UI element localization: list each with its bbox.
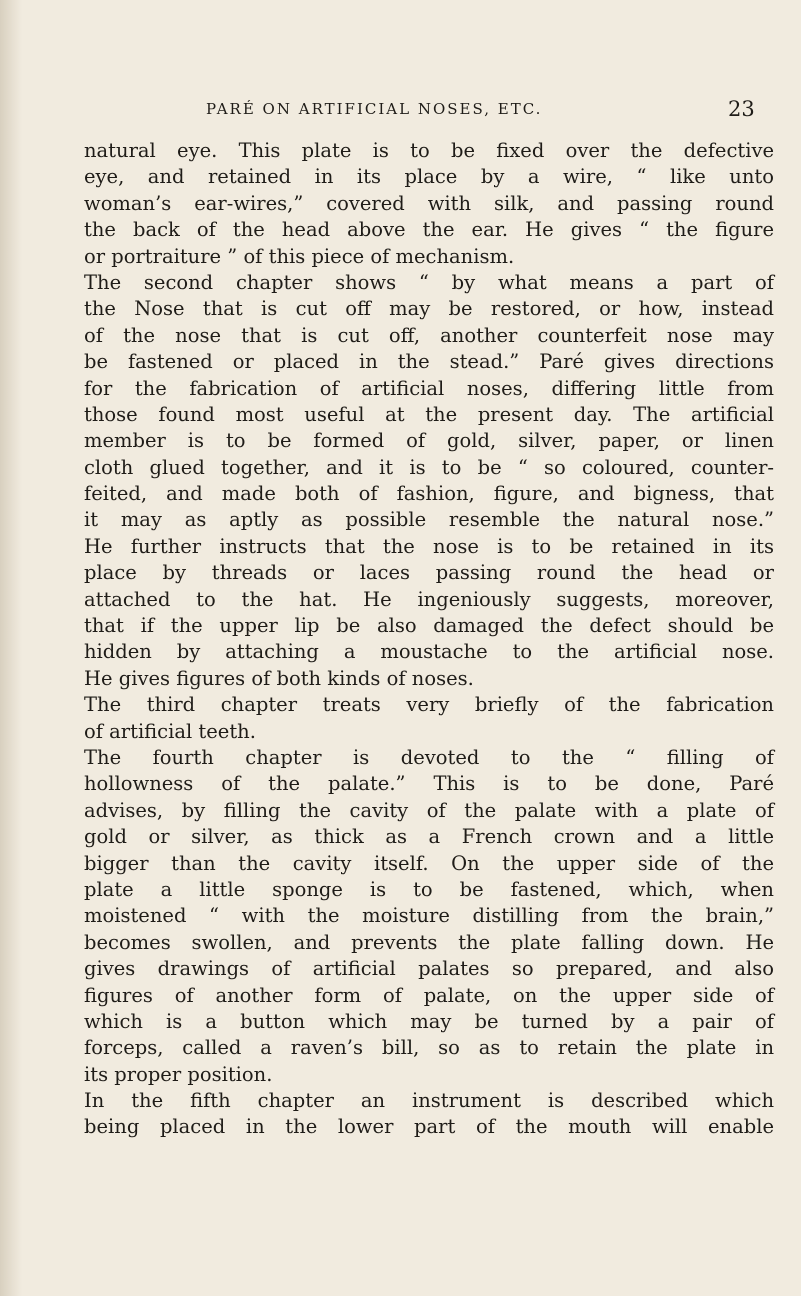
text-line: it may as aptly as possible resemble the natural nose.” bbox=[84, 508, 774, 532]
body-text bbox=[84, 138, 774, 1141]
running-head: PARÉ ON ARTIFICIAL NOSES, ETC. bbox=[206, 100, 543, 118]
text-line: forceps, called a raven’s bill, so as to retain the plate in bbox=[84, 1036, 774, 1060]
text-line: the Nose that is cut off may be restored, or how, instead bbox=[84, 297, 774, 321]
text-line: cloth glued together, and it is to be “ so coloured, counter- bbox=[84, 455, 774, 479]
text-line: advises, by filling the cavity of the palate with a plate of bbox=[84, 798, 774, 822]
text-line: for the fabrication of artificial noses, differing little from bbox=[84, 376, 774, 400]
text-line: bigger than the cavity itself. On the upper side of the bbox=[84, 851, 774, 875]
page-number: 23 bbox=[728, 97, 755, 121]
text-line: The second chapter shows “ by what means a part of bbox=[84, 270, 774, 294]
text-line: woman’s ear-wires,” covered with silk, and passing round bbox=[84, 191, 774, 215]
text-line: or portraiture ” of this piece of mechanism. bbox=[84, 244, 515, 268]
text-line: eye, and retained in its place by a wire, “ like unto bbox=[84, 165, 774, 189]
text-line: feited, and made both of fashion, figure, and bigness, that bbox=[84, 482, 774, 506]
text-line: be fastened or placed in the stead.” Paré gives directions bbox=[84, 350, 774, 374]
page-edge bbox=[0, 0, 22, 1296]
text-line: being placed in the lower part of the mouth will enable bbox=[84, 1115, 774, 1139]
text-line: hidden by attaching a moustache to the artificial nose. bbox=[84, 640, 774, 664]
text-line: He further instructs that the nose is to be retained in its bbox=[84, 534, 774, 558]
text-line: that if the upper lip be also damaged the defect should be bbox=[84, 614, 774, 638]
text-line: member is to be formed of gold, silver, paper, or linen bbox=[84, 429, 774, 453]
text-line: the back of the head above the ear. He gives “ the figure bbox=[84, 218, 774, 242]
text-line: becomes swollen, and prevents the plate falling down. He bbox=[84, 930, 774, 954]
text-line: of artificial teeth. bbox=[84, 719, 256, 743]
text-line: natural eye. This plate is to be fixed over the defective bbox=[84, 139, 774, 162]
text-line: plate a little sponge is to be fastened, which, when bbox=[84, 877, 774, 901]
text-line: which is a button which may be turned by a pair of bbox=[84, 1009, 774, 1033]
text-line: moistened “ with the moisture distilling from the brain,” bbox=[84, 904, 774, 928]
text-line: The fourth chapter is devoted to the “ filling of bbox=[84, 745, 774, 769]
text-line: gives drawings of artificial palates so prepared, and also bbox=[84, 957, 774, 981]
text-line: He gives figures of both kinds of noses. bbox=[84, 666, 474, 690]
text-line: hollowness of the palate.” This is to be done, Paré bbox=[84, 772, 774, 796]
text-line: attached to the hat. He ingeniously suggests, moreover, bbox=[84, 587, 774, 611]
text-line: of the nose that is cut off, another counterfeit nose may bbox=[84, 323, 774, 347]
text-line: its proper position. bbox=[84, 1062, 273, 1086]
text-line: gold or silver, as thick as a French crown and a little bbox=[84, 825, 774, 849]
text-line: figures of another form of palate, on the upper side of bbox=[84, 983, 774, 1007]
text-line: The third chapter treats very briefly of the fabrication bbox=[84, 693, 774, 717]
text-line: place by threads or laces passing round the head or bbox=[84, 561, 774, 585]
page-header bbox=[0, 94, 801, 124]
text-line: those found most useful at the present day. The artificial bbox=[84, 402, 774, 426]
text-line: In the fifth chapter an instrument is described which bbox=[84, 1089, 774, 1113]
